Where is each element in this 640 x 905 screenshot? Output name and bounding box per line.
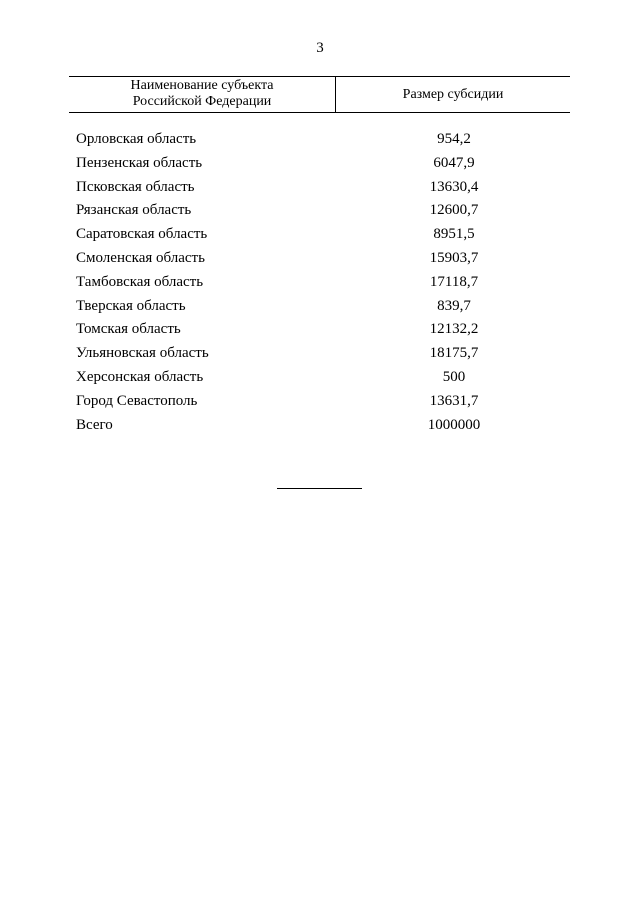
- row-subject-name: Город Севастополь: [76, 392, 198, 409]
- table-row: [76, 128, 570, 152]
- table-row: [76, 152, 570, 176]
- row-subject-name: Смоленская область: [76, 249, 205, 266]
- row-subsidy-value: 6047,9: [433, 154, 475, 171]
- row-subject-name: Саратовская область: [76, 226, 208, 243]
- row-subject-name: Херсонская область: [76, 368, 204, 385]
- row-subject-name: Рязанская область: [76, 202, 192, 219]
- row-subsidy-value: 12600,7: [429, 202, 479, 219]
- row-subject-name: Орловская область: [76, 131, 197, 147]
- row-subsidy-value: 12132,2: [429, 321, 479, 338]
- total-value: 1000000: [427, 416, 481, 433]
- table-row-total: [76, 414, 570, 438]
- row-subject-name: Псковская область: [76, 178, 195, 195]
- row-subsidy-value: 15903,7: [429, 249, 479, 266]
- row-subsidy-value: 839,7: [437, 297, 471, 314]
- row-subsidy-value: 500: [442, 368, 466, 385]
- table-row: [76, 199, 570, 223]
- table-row: [76, 247, 570, 271]
- column-header-subject: [69, 77, 336, 112]
- row-subsidy-value: 954,2: [437, 131, 471, 147]
- row-subsidy-value: 17118,7: [429, 273, 479, 290]
- column-header-subject-line2: Российской Федерации: [132, 94, 272, 109]
- row-subject-name: Ульяновская область: [76, 345, 209, 362]
- row-subsidy-value: 13631,7: [429, 392, 479, 409]
- table-row: [76, 223, 570, 247]
- row-subsidy-value: 18175,7: [429, 345, 479, 362]
- table-header: [69, 76, 570, 113]
- row-subsidy-value: 13630,4: [429, 178, 479, 195]
- row-subject-name: Томская область: [76, 321, 181, 338]
- column-header-subject-line1: Наименование субъекта: [130, 78, 274, 93]
- end-divider-line: [277, 488, 362, 489]
- table-row: [76, 342, 570, 366]
- table-row: [76, 366, 570, 390]
- table-row: [76, 271, 570, 295]
- row-subject-name: Тамбовская область: [76, 273, 204, 290]
- row-subject-name: Тверская область: [76, 297, 186, 314]
- page-number: 3: [316, 40, 324, 56]
- table-row: [76, 176, 570, 200]
- table-row: [76, 318, 570, 342]
- total-label: Всего: [76, 416, 113, 433]
- table-row: [76, 390, 570, 414]
- row-subsidy-value: 8951,5: [433, 226, 475, 243]
- column-header-subsidy: Размер субсидии: [402, 86, 504, 102]
- table-row: [76, 295, 570, 319]
- table-body: [76, 128, 570, 437]
- row-subject-name: Пензенская область: [76, 154, 203, 171]
